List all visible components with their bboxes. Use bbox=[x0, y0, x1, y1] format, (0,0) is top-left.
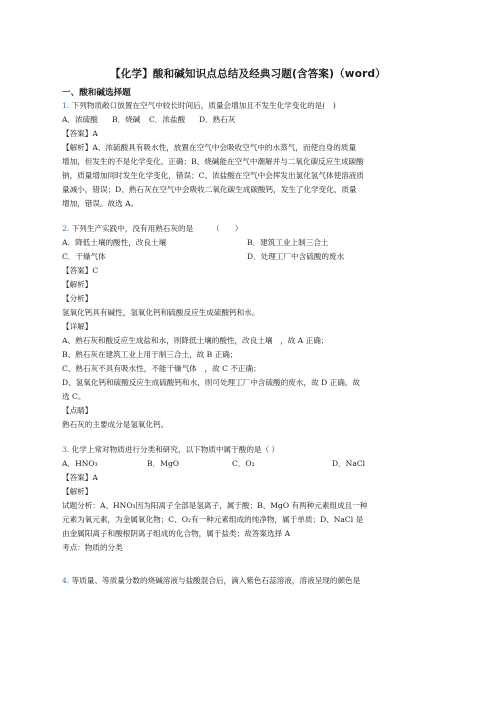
analysis-line: 增加，错误。故选 A。 bbox=[62, 199, 139, 208]
detail-line: 由金属阳离子和酸根阴离子组成的化合物，属于盐类；故答案选择 A bbox=[62, 529, 291, 538]
option-a: A．HNO₃ bbox=[62, 459, 98, 468]
question-1-options bbox=[62, 113, 436, 127]
analysis-heading: 【分析】 bbox=[62, 294, 93, 303]
option-d: D．处理工厂中含硫酸的废水 bbox=[247, 252, 345, 261]
question-text: 化学上常对物质进行分类和研究，以下物质中属于酸的是（ ） bbox=[71, 445, 280, 454]
question-text: 下列物质敞口放置在空气中较长时间后，质量会增加且不发生化学变化的是( ) bbox=[71, 101, 336, 110]
option-a: A．降低土壤的酸性，改良土壤 bbox=[62, 238, 167, 247]
detail-heading: 【详解】 bbox=[62, 322, 93, 331]
detail-line: 选 C。 bbox=[62, 392, 86, 401]
highlight-heading: 【点睛】 bbox=[62, 406, 93, 415]
analysis-label: 【解析】 bbox=[62, 280, 93, 289]
detail-line: 试题分析：A、HNO₃因为阳离子全部是氢离子，属于酸；B、MgO 有两种元素组成且一种 bbox=[62, 501, 368, 510]
question-number: 4. bbox=[62, 576, 70, 585]
question-number: 1. bbox=[62, 101, 70, 110]
analysis-line: 【解析】A、浓硫酸具有吸水性，放置在空气中会吸收空气中的水蒸气，而使自身的质量 bbox=[62, 143, 357, 152]
question-text: 等质量、等质量分数的烧碱溶液与盐酸混合后，滴入紫色石蕊溶液，溶液呈现的颜色是 bbox=[71, 576, 361, 585]
analysis-line: 量减小，错误；D、熟石灰在空气中会吸收二氧化碳生成碳酸钙，发生了化学变化，质量 bbox=[62, 185, 357, 194]
answer-label: 【答案】C bbox=[62, 266, 99, 275]
section-heading: 一、酸和碱选择题 bbox=[62, 88, 131, 98]
detail-line: A、熟石灰和酸反应生成盐和水，则降低土壤的酸性，改良土壤 ，故 A 正确； bbox=[62, 336, 329, 345]
answer-label: 【答案】A bbox=[62, 129, 98, 138]
document-title: 【化学】酸和碱知识点总结及经典习题(含答案)（word） bbox=[110, 68, 386, 80]
question-text: 下列生产实践中，没有用熟石灰的是 （ ） bbox=[71, 224, 243, 233]
question-4-stem bbox=[62, 574, 436, 588]
option-b: B．建筑工业上制三合土 bbox=[247, 238, 329, 247]
option-d: D．熟石灰 bbox=[199, 115, 236, 124]
analysis-line: 增加，但发生的不是化学变化，正确；B、烧碱能在空气中潮解并与二氧化碳反应生成碳酸 bbox=[62, 157, 364, 166]
answer-label: 【答案】A bbox=[62, 473, 98, 482]
question-2-stem bbox=[62, 222, 436, 236]
option-b: B．MgO bbox=[147, 459, 180, 468]
option-c: C．浓盐酸 bbox=[149, 115, 186, 124]
question-2-options-row bbox=[62, 250, 436, 264]
detail-line: B、熟石灰在建筑工业上用于制三合土，故 B 正确； bbox=[62, 350, 238, 359]
option-c: C．O₂ bbox=[232, 459, 255, 468]
document-body bbox=[62, 99, 436, 588]
question-2-options-row bbox=[62, 236, 436, 250]
question-1-stem bbox=[62, 99, 436, 113]
analysis-label: 【解析】 bbox=[62, 487, 93, 496]
question-number: 2. bbox=[62, 224, 70, 233]
question-3-stem bbox=[62, 443, 436, 457]
question-number: 3. bbox=[62, 445, 70, 454]
detail-line: D、氢氧化钙和硫酸反应生成硫酸钙和水，则可处理工厂中含硫酸的废水，故 D 正确。故 bbox=[62, 378, 360, 387]
option-a: A．浓硫酸 bbox=[62, 115, 98, 124]
option-c: C．干燥气体 bbox=[62, 252, 106, 261]
option-b: B．烧碱 bbox=[112, 115, 141, 124]
analysis-line: 钠，质量增加同时发生化学变化，错误；C、浓盐酸在空气中会挥发出氯化氢气体使溶液质 bbox=[62, 171, 364, 180]
analysis-line: 氢氧化钙具有碱性，氢氧化钙和硫酸反应生成硫酸钙和水。 bbox=[62, 308, 260, 317]
knowledge-point: 考点：物质的分类 bbox=[62, 543, 123, 552]
highlight-line: 熟石灰的主要成分是氢氧化钙。 bbox=[62, 420, 169, 429]
question-3-options bbox=[62, 457, 436, 471]
option-d: D．NaCl bbox=[332, 459, 366, 468]
detail-line: 元素为氧元素，为金属氧化物；C、O₂有一种元素组成的纯净物，属于单质；D、NaCl 是 bbox=[62, 515, 364, 524]
detail-line: C、熟石灰不具有吸水性，不能干燥气体 ，故 C 不正确； bbox=[62, 364, 261, 373]
